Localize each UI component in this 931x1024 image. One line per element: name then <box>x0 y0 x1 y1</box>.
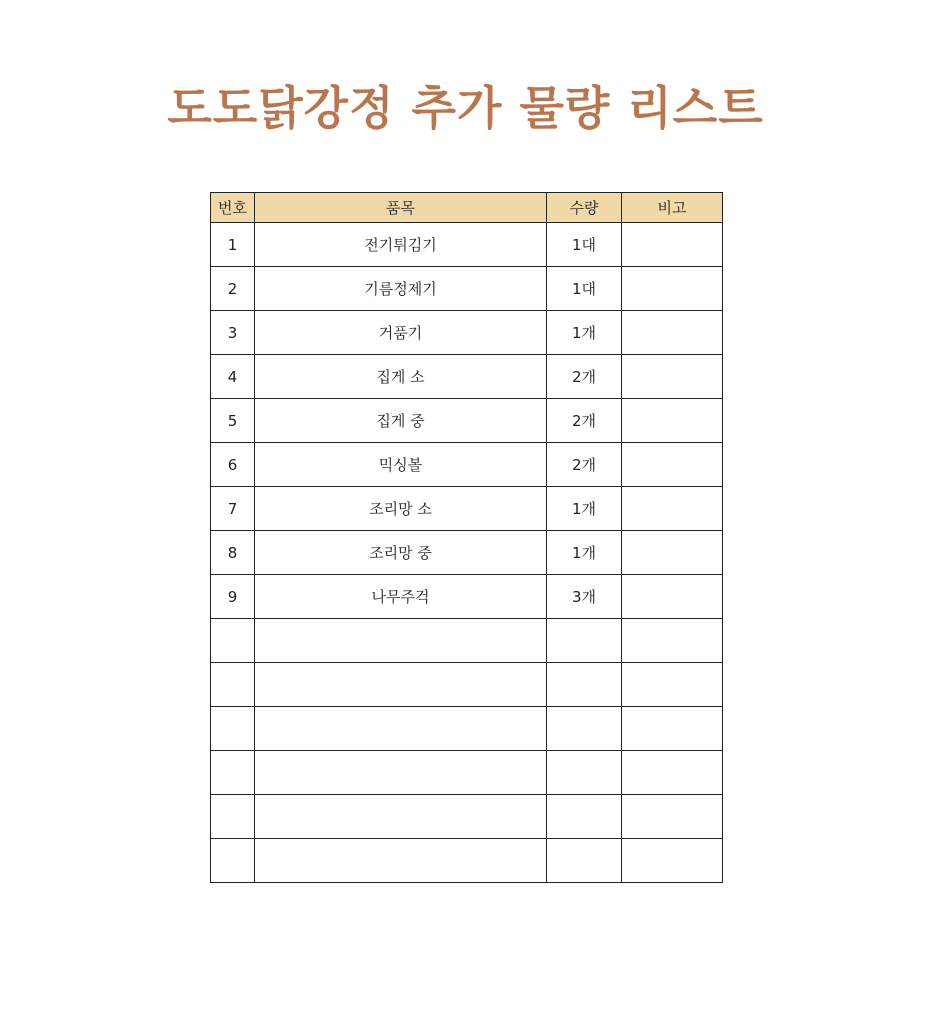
cell-item: 집게 중 <box>255 399 547 443</box>
table-row <box>211 399 723 443</box>
table-row <box>211 795 723 839</box>
cell-note <box>622 267 723 311</box>
cell-number <box>211 619 255 663</box>
cell-number: 5 <box>211 399 255 443</box>
cell-quantity: 2개 <box>547 355 622 399</box>
table-row <box>211 707 723 751</box>
header-quantity: 수량 <box>547 193 622 223</box>
cell-number <box>211 751 255 795</box>
cell-item <box>255 663 547 707</box>
cell-quantity: 2개 <box>547 443 622 487</box>
cell-item: 조리망 소 <box>255 487 547 531</box>
cell-item: 집게 소 <box>255 355 547 399</box>
cell-note <box>622 619 723 663</box>
cell-item: 거품기 <box>255 311 547 355</box>
table-row <box>211 487 723 531</box>
table-row <box>211 267 723 311</box>
table-row <box>211 839 723 883</box>
table-row <box>211 751 723 795</box>
cell-note <box>622 487 723 531</box>
cell-number <box>211 707 255 751</box>
cell-number <box>211 839 255 883</box>
table-row <box>211 223 723 267</box>
cell-item: 믹싱볼 <box>255 443 547 487</box>
cell-quantity: 1대 <box>547 267 622 311</box>
cell-note <box>622 707 723 751</box>
cell-quantity <box>547 751 622 795</box>
cell-quantity: 1개 <box>547 311 622 355</box>
cell-number: 3 <box>211 311 255 355</box>
cell-quantity <box>547 707 622 751</box>
cell-number <box>211 795 255 839</box>
table-row <box>211 355 723 399</box>
table-header-row <box>211 193 723 223</box>
table-row <box>211 619 723 663</box>
cell-number: 2 <box>211 267 255 311</box>
cell-item: 기름정제기 <box>255 267 547 311</box>
cell-item: 나무주걱 <box>255 575 547 619</box>
cell-quantity: 1개 <box>547 531 622 575</box>
cell-item: 전기튀김기 <box>255 223 547 267</box>
cell-quantity: 2개 <box>547 399 622 443</box>
cell-quantity <box>547 795 622 839</box>
cell-quantity <box>547 663 622 707</box>
cell-number <box>211 663 255 707</box>
cell-item <box>255 839 547 883</box>
header-note: 비고 <box>622 193 723 223</box>
table-row <box>211 443 723 487</box>
cell-quantity: 1대 <box>547 223 622 267</box>
cell-note <box>622 795 723 839</box>
table-row <box>211 311 723 355</box>
cell-note <box>622 443 723 487</box>
table-row <box>211 531 723 575</box>
header-number: 번호 <box>211 193 255 223</box>
page-title: 도도닭강정 추가 물량 리스트 <box>167 81 764 135</box>
cell-note <box>622 399 723 443</box>
cell-note <box>622 311 723 355</box>
cell-note <box>622 223 723 267</box>
cell-note <box>622 751 723 795</box>
cell-quantity: 3개 <box>547 575 622 619</box>
cell-item: 조리망 중 <box>255 531 547 575</box>
cell-note <box>622 531 723 575</box>
cell-number: 4 <box>211 355 255 399</box>
header-item: 품목 <box>255 193 547 223</box>
cell-number: 7 <box>211 487 255 531</box>
table-row <box>211 663 723 707</box>
cell-quantity <box>547 619 622 663</box>
table-row <box>211 575 723 619</box>
cell-quantity <box>547 839 622 883</box>
cell-number: 8 <box>211 531 255 575</box>
cell-note <box>622 663 723 707</box>
cell-item <box>255 707 547 751</box>
cell-note <box>622 575 723 619</box>
cell-number: 6 <box>211 443 255 487</box>
cell-quantity: 1개 <box>547 487 622 531</box>
cell-note <box>622 839 723 883</box>
cell-item <box>255 795 547 839</box>
cell-item <box>255 619 547 663</box>
item-list-table <box>210 192 723 883</box>
cell-number: 1 <box>211 223 255 267</box>
cell-number: 9 <box>211 575 255 619</box>
cell-note <box>622 355 723 399</box>
cell-item <box>255 751 547 795</box>
table-body <box>211 223 723 883</box>
